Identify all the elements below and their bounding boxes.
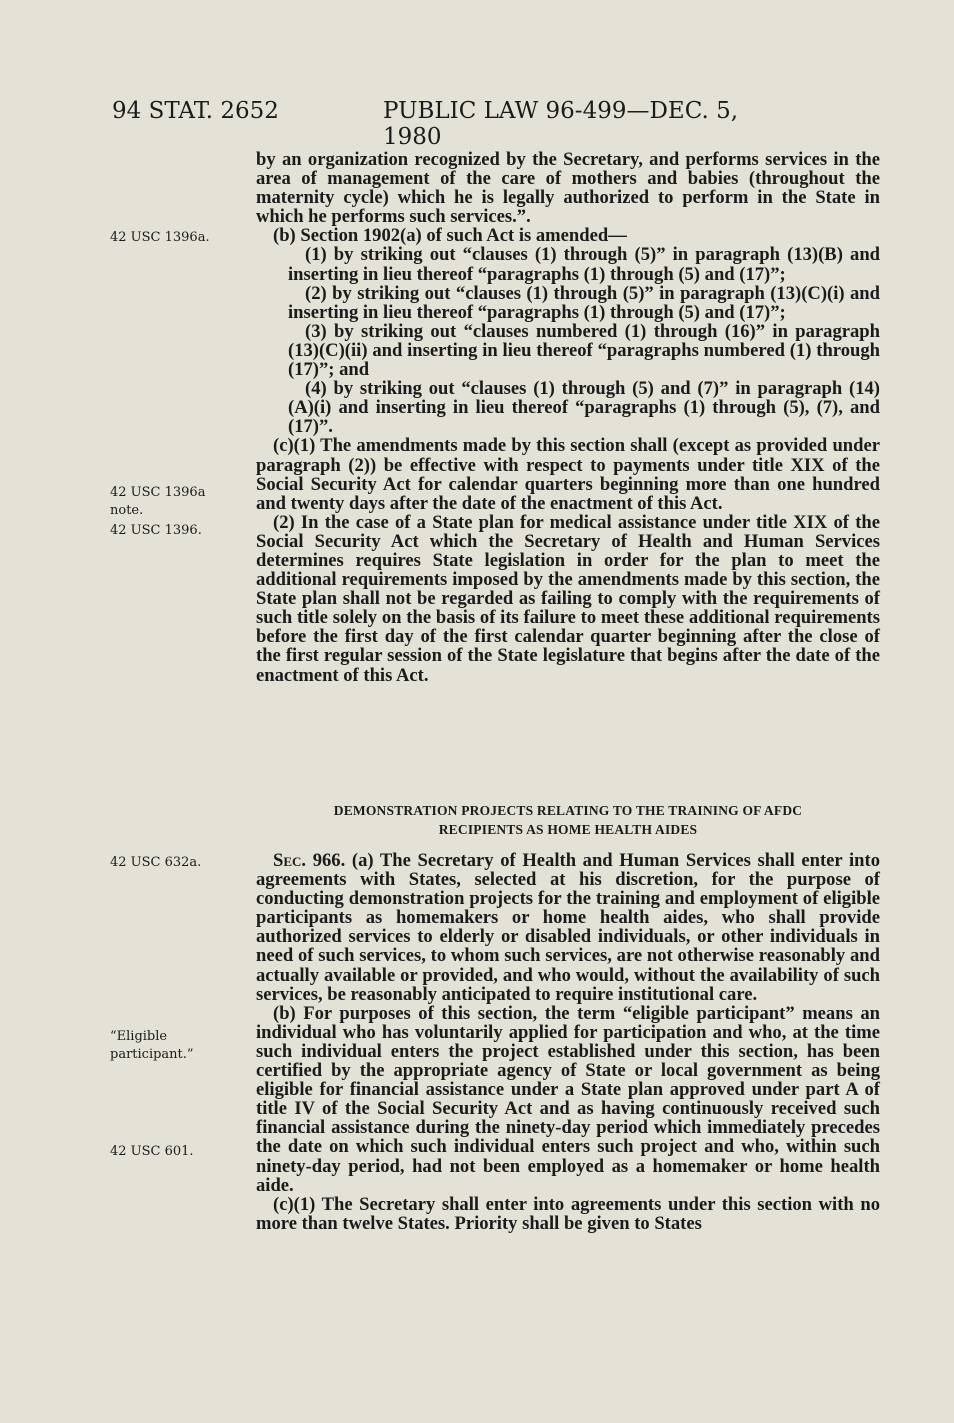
statute-page-number: 94 STAT. 2652 — [112, 98, 279, 124]
paragraph: (2) by striking out “clauses (1) through (5)” in paragraph (13)(C)(i) and inserting in lieu thereof “paragraphs (1) through (5) and (17)”; — [288, 282, 880, 323]
page-header — [112, 98, 752, 150]
paragraph: (c)(1) The Secretary shall enter into agreements under this section with no more than twelve States. Priority shall be given to States — [256, 1193, 880, 1234]
paragraph — [256, 851, 880, 1004]
section-heading — [256, 801, 880, 839]
paragraph: (b) Section 1902(a) of such Act is amended— — [273, 225, 627, 247]
margin-note-citation: 42 USC 1396a. — [110, 230, 210, 245]
margin-note-line: “Eligible — [110, 1029, 168, 1044]
paragraph: (1) by striking out “clauses (1) through (5)” in paragraph (13)(B) and inserting in lieu thereof “paragraphs (1) through (5) and (17)”; — [288, 244, 880, 285]
margin-note-line: note. — [110, 503, 144, 518]
margin-note-line: 42 USC 1396a — [110, 485, 206, 500]
margin-note-citation — [110, 484, 205, 520]
paragraph: (3) by striking out “clauses numbered (1) through (16)” in paragraph (13)(C)(ii) and inserting in lieu thereof “paragraphs numbered (1) through (17)”; and — [288, 320, 880, 381]
body-text-upper — [256, 150, 880, 685]
paragraph: (b) For purposes of this section, the term “eligible participant” means an individual who has voluntarily applied for participation and who, at the time such individual enters the project established under this section, has been certified by the appropriate agency of State or local government as being eligible for financial assistance under a State plan approved under part A of title IV of the Social Security Act and as having continuously received such financial assistance during the ninety-day period which immediately precedes the date on which such individual enters such project and who, within such ninety-day period, had not been employed as a homemaker or home health aide. — [256, 1002, 880, 1196]
margin-note-citation: 42 USC 632a. — [110, 855, 202, 870]
public-law-title: PUBLIC LAW 96-499—DEC. 5, 1980 — [383, 98, 739, 150]
margin-note-line: participant.” — [110, 1047, 194, 1062]
heading-line: DEMONSTRATION PROJECTS RELATING TO THE TRAINING OF AFDC — [333, 803, 803, 818]
heading-line: RECIPIENTS AS HOME HEALTH AIDES — [438, 822, 698, 837]
paragraph: (2) In the case of a State plan for medical assistance under title XIX of the Social Security Act which the Secretary of Health and Human Services determines requires State legislation in order for the plan to meet the additional requirements imposed by the amendments made by this section, the State plan shall not be regarded as failing to comply with the requirements of such title solely on the basis of its failure to meet these additional requirements before the first day of the first calendar quarter beginning after the close of the first regular session of the State legislature that begins after the date of the enactment of this Act. — [256, 511, 880, 686]
margin-note-citation: 42 USC 601. — [110, 1144, 194, 1159]
margin-note-definition — [110, 1028, 194, 1064]
paragraph: (c)(1) The amendments made by this section shall (except as provided under paragraph (2)) be effective with respect to payments under title XIX of the Social Security Act for calendar quarters beginning more than one hundred and twenty days after the date of the enactment of this Act. — [256, 435, 880, 514]
section-label: Sec. — [273, 850, 307, 871]
paragraph-text: 966. (a) The Secretary of Health and Human Services shall enter into agreements with States, selected at his discretion, for the purpose of conducting demonstration projects for the training and employment of eligible participants as homemakers or home health aides, who shall provide authorized services to elderly or disabled individuals, or other individuals in need of such services, to whom such services, are not otherwise reasonably and actually available or provided, and who would, without the availability of such services, be reasonably anticipated to require institutional care. — [256, 850, 880, 1005]
body-text-lower — [256, 851, 880, 1233]
paragraph: (4) by striking out “clauses (1) through (5) and (7)” in paragraph (14)(A)(i) and inserting in lieu thereof “paragraphs (1) through (5), (7), and (17)”. — [288, 378, 880, 438]
margin-note-citation: 42 USC 1396. — [110, 523, 202, 538]
paragraph: by an organization recognized by the Secretary, and performs services in the area of management of the care of mothers and babies (throughout the maternity cycle) which he is legally authorized to perform in the State in which he performs such services.”. — [256, 149, 880, 228]
